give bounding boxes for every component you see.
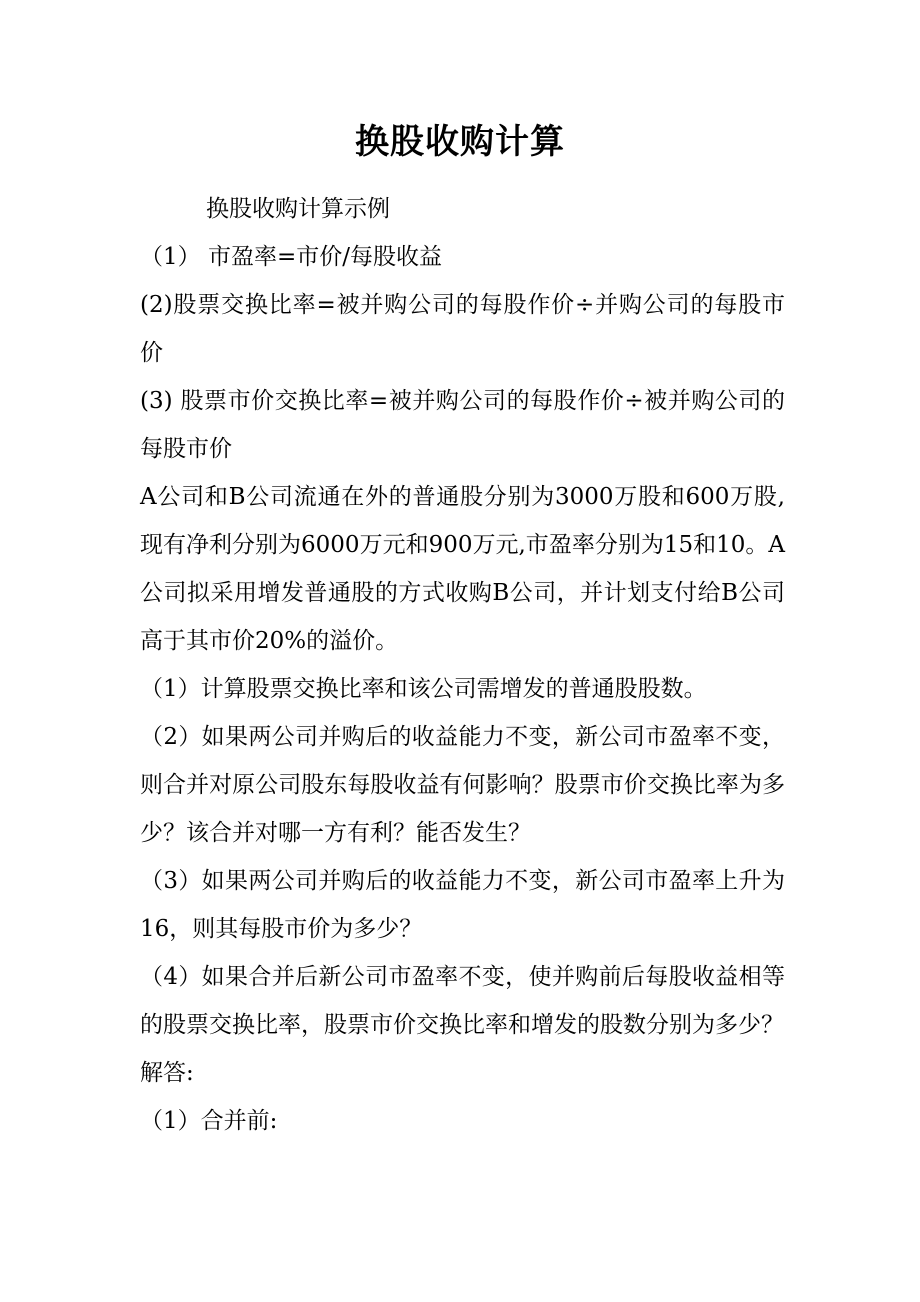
question-4: （4）如果合并后新公司市盈率不变，使并购前后每股收益相等的股票交换比率，股票市价交换比率和增发的股数分别为多少？: [140, 964, 785, 1038]
question-1: （1）计算股票交换比率和该公司需增发的普通股股数。: [140, 676, 707, 702]
document-title: 换股收购计算: [355, 122, 565, 162]
problem-statement: A公司和B公司流通在外的普通股分别为3000万股和600万股,现有净利分别为6000万元和900万元,市盈率分别为15和10。A 公司拟采用增发普通股的方式收购B公司，并计划支付给B公司高于其市价20%的溢价。: [140, 484, 785, 654]
question-3: （3）如果两公司并购后的收益能力不变，新公司市盈率上升为16，则其每股市价为多少？: [140, 868, 785, 942]
answer-heading: 解答:: [140, 1060, 194, 1086]
formula-pe-ratio: （1） 市盈率=市价/每股收益: [140, 244, 442, 270]
answer-part-1: （1）合并前:: [140, 1108, 278, 1134]
question-2: （2）如果两公司并购后的收益能力不变，新公司市盈率不变，则合并对原公司股东每股收益有何影响？股票市价交换比率为多少？该合并对哪一方有利？能否发生？: [140, 724, 785, 846]
section-heading: 换股收购计算示例: [206, 196, 390, 222]
document-body: [140, 185, 785, 1145]
formula-market-price-exchange-ratio: (3) 股票市价交换比率=被并购公司的每股作价÷被并购公司的每股市价: [140, 388, 785, 462]
formula-exchange-ratio: (2)股票交换比率=被并购公司的每股作价÷并购公司的每股市价: [140, 292, 785, 366]
